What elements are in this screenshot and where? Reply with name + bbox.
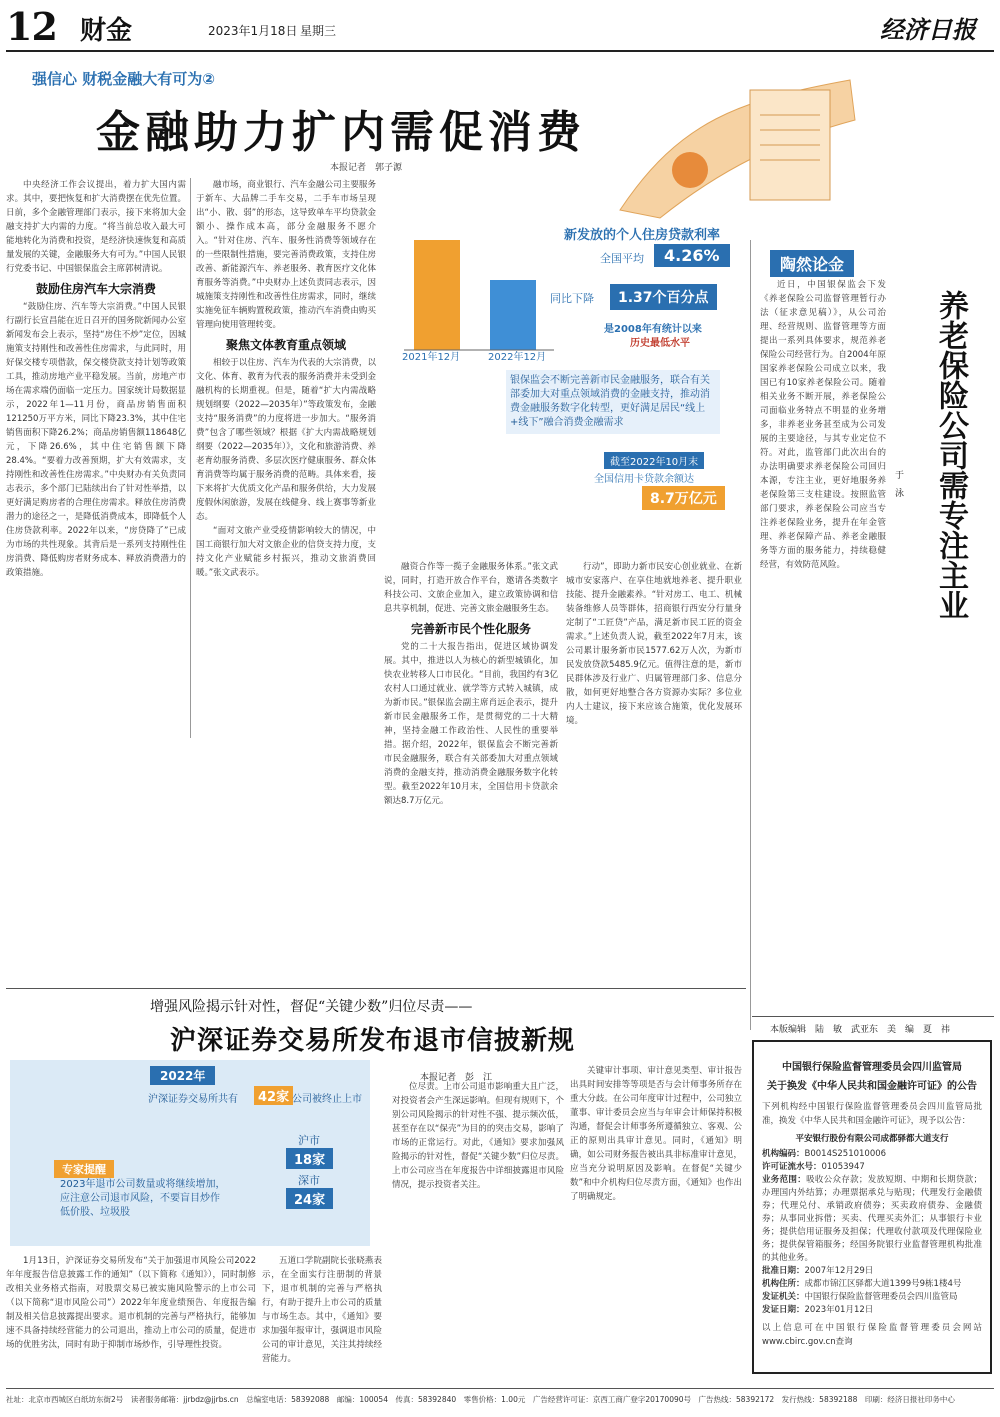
national-average-value: 4.26% [654,244,730,267]
article1-body-col2: 融市场，商业银行、汽车金融公司主要服务于新车、大品牌二手车交易，二手车市场呈现出“小、散、弱”的形态，这导致单车平均贷款金额小、操作成本高，部分金融服务不愿介入。“针对住房、汽车、服务性消费等领域存在的一些限制性措施，要完善消费政策，支持住房改善、新能源汽车、养老服务、教育医疗文化体育服务等消费。”中央财办上述负责同志表示，因城施策支持刚性和改善性住房需求，同时，继续实施免征车辆购置税政策，推动汽车消费由购买管理向使用管理转变。 [196,180,376,330]
article2-title: 沪深证券交易所发布退市信披新规 [170,1026,576,1056]
paper-footer: 社址：北京市西城区白纸坊东街2号 读者服务邮箱：jjrbdz@jjrbs.cn 总编室电话：58392088 邮编：100054 传真：58392840 零售价格：1.00元 广告经营许可证：京西工商广登字20170090号 广告热线：58392172 发行热线：58392188 印刷：经济日报社印务中心 [6,1395,955,1404]
graphic-line-prefix: 沪深证券交易所共有 [148,1094,238,1105]
section-name: 财金 [80,16,133,46]
mid-col-b [566,560,742,740]
article1-col1 [6,178,186,738]
divider [752,1016,994,1017]
decline-value: 1.37个百分点 [610,284,717,310]
loan-rate-infographic [384,180,740,510]
x-label-left: 2021年12月 [402,352,461,363]
article2-body-1: 1月13日，沪深证券交易所发布“关于加强退市风险公司2022年年度报告信息披露工作的通知”（以下简称《通知》），同时制修改相关业务格式指南，对股票交易已被实施风险警示的上市公司（以下简称“退市风险公司”）2022年年度业绩预告、年度报告编制及相关信息披露提出要求。退市机制的完善与严格执行，能够加速不具备持续经营能力的公司退出，推动上市公司的质量，促进市场的优胜劣汰，同时有助于抑制市场炒作，引导理性投资。 [6,1256,256,1350]
sh-value: 18家 [286,1148,333,1169]
notice-intro: 下列机构经中国银行保险监督管理委员会四川监管局批准，换发《中华人民共和国金融许可证》，现予以公告： [762,1102,982,1126]
issue-date: 2023年1月18日 [208,24,298,38]
paper-name-logo: 经济日报 [880,15,976,44]
delisting-graphic [10,1060,370,1246]
article1-byline: 本报记者 郭子源 [330,163,403,173]
article2-col1 [6,1254,256,1374]
note-line-2: 历史最低水平 [630,338,690,349]
article1-subhead-1: 鼓励住房汽车大宗消费 [35,282,156,296]
notice-title-1: 中国银行保险监督管理委员会四川监管局 [782,1062,962,1073]
bar-chart [394,220,564,360]
expert-tip-text: 2023年退市公司数量或将继续增加，应注意公司退市风险，不要盲目炒作低价股、垃圾股 [60,1179,226,1218]
mid-col-a-text2: 党的二十大报告指出，促进区域协调发展。其中，推进以人为核心的新型城镇化，加快农业转移人口市民化。“目前，我国约有3亿农村人口通过就业、就学等方式转入城镇，成为新市民。”银保监会副主席肖远企表示，提升新市民金融服务工作，是贯彻党的二十大精神，坚持金融工作政治性、人民性的重要举措。据介绍，2022年，银保监会不断完善新市民金融服务，联合有关部委加大对重点领域消费的金融支持，推动消费金融服务数字化转型。截至2022年10月末，全国信用卡贷款余额达8.7万亿元。 [384,642,558,806]
sz-label: 深市 [298,1174,320,1187]
notice-field-code: 机构编码：B0014S251010006 [762,1149,887,1159]
mid-col-b-text: 行动”，即助力新市民安心创业就业、在新城市安家落户、在享住地就地养老、提升职业技能、提升金融素养。“针对房工、电工、机械装备维修人员等群体，招商银行西安分行量身定制了“工匠贷”产品，满足新市民工匠的资金需求。”上述负责人说，截至2022年7月末，该公司累计服务新市民1577.62万人次，为新市民发放贷款5485.9亿元。值得注意的是，新市民群体涉及行业广、归属管理部门多、信息分散，如何更好地整合各方资源办实际？多位业内人士建议，接下来应该合施策，优化发展环境。 [566,562,742,726]
national-average-label: 全国平均 [600,252,644,265]
chart-title: 新发放的个人住房贷款利率 [564,228,721,243]
card-sub-label: 全国信用卡贷款余额达 [594,474,694,485]
graphic-count: 42家 [254,1086,293,1105]
mid-col-a [384,560,558,806]
article1-intro: 中央经济工作会议提出，着力扩大国内需求。其中，要把恢复和扩大消费摆在优先位置。日前，多个金融管理部门表示，接下来将加大金融支持扩大内需的力度。“将当前总收入最大可能地转化为消费和投资，是经济快速恢复和高质量发展的关键，金融服务大有可为。”中国人民银行党委书记、中国银保监会主席郭树清说。 [6,180,186,274]
notice-field-issue-date: 发证日期：2023年01月12日 [762,1305,874,1315]
article2-body-2: 五道口学院副院长张晓燕表示，在全面实行注册制的背景下，退市机制的完善与严格执行，有助于提升上市公司的质量与市场生态。其中，《通知》要求加强年报审计，强调退市风险公司的审计意见，关注其持续经营能力。 [262,1256,382,1364]
notice-field-issuer: 发证机关：中国银行保险监督管理委员会四川监管局 [762,1292,958,1302]
card-balance-value: 8.7万亿元 [642,486,725,510]
page-number: 12 [6,4,57,49]
commentary-badge: 陶然论金 [770,250,854,277]
regulator-callout: 银保监会不断完善新市民金融服务，联合有关部委加大对重点领域消费的金融支持，推动消费金融服务数字化转型，更好满足居民“线上+线下”融合消费金融需求 [506,370,720,434]
commentary-author: 于 泳 [893,470,903,497]
article1-col2 [196,178,376,738]
notice-title-2: 关于换发《中华人民共和国金融许可证》的公告 [767,1081,977,1092]
article2-body-3: 位尽责。上市公司退市影响重大且广泛，对投资者会产生深远影响。但现有规则下，个别公司风险揭示的针对性不强、提示频次低，甚至存在以“保壳”为目的的突击交易，影响了市场的正常运行。对此，《通知》要求加强风险揭示的针对性，督促“关键少数”归位尽责。上市公司应当在年度报告中详细披露退市风险情况，提示投资者关注。 [392,1082,564,1190]
page-editor-credit: 本版编辑 陆 敏 武亚东 美 编 夏 祎 [770,1025,951,1035]
notice-field-serial: 许可证流水号：01053947 [762,1162,865,1172]
divider [190,178,191,738]
article1-body-col1: “鼓励住房、汽车等大宗消费。”中国人民银行副行长宣昌能在近日召开的国务院新闻办公室新闻发布会上表示，坚持“房住不炒”定位，因城施策支持刚性和改善性住房需求，与此同时，用好保交楼专项借款，保交楼贷款支持计划等政策工具，推动房地产业平稳发展。当前，房地产市场在需求端仍面临一定压力。国家统计局数据显示，2022年1—11月份，商品房销售面积121250万平方米，同比下降23.3%，其中住宅销售面积下降26.2%；商品房销售额118648亿元，下降26.6%，其中住宅销售额下降28.4%。“要着力改善预期，扩大有效需求，支持刚性和改善性住房需求。”中央财办有关负责同志表示，多个部门已陆续出台了针对性举措，以更好满足购房者的合理住房需求。释放住房消费潜力的途径之一，是降低消费成本，即降低个人住房贷款利率。2022年以来，“房贷降了”已成为市场的共性现象。其背后是一系列支持刚性住房消费、降低购房者财务成本、释放消费潜力的政策措施。 [6,302,186,578]
article1-body-col2b: 相较于以住房、汽车为代表的大宗消费，以文化、体育、教育为代表的服务消费并未受到金融机构的长期重视。但是，随着“扩大内需战略规划纲要（2022—2035年）”等政策发布，金融支持“服务消费”的力度将进一步加大。“服务消费”包含了哪些领域？根据《扩大内需战略规划纲要（2022—2035年）》，文化和旅游消费、养老育幼服务消费、多层次医疗健康服务、群众体育消费等均属于服务消费的范畴。具体来看，接下来将扩大优质文化产品和服务供给，大力发展度假休闲旅游，发展在线健身、线上赛事等新业态。 [196,358,376,522]
masthead-rule [6,50,994,52]
article2-col2 [262,1254,382,1374]
bar-2022-12 [490,280,536,350]
article1-kicker: 强信心 财税金融大有可为② [32,70,215,88]
notice-org: 平安银行股份有限公司成都驿都大道支行 [795,1134,949,1144]
article2-subhead: 增强风险揭示针对性，督促“关键少数”归位尽责—— [150,999,473,1015]
sz-value: 24家 [286,1188,333,1209]
notice-footer: 以上信息可在中国银行保险监督管理委员会网站www.cbirc.gov.cn查询 [762,1323,982,1347]
card-date-label: 截至2022年10月末 [604,452,704,469]
expert-tip-badge: 专家提醒 [54,1160,114,1178]
commentary-body [760,278,886,938]
graphic-line-suffix: 公司被终止上市 [292,1094,362,1105]
graphic-year: 2022年 [150,1066,215,1085]
article2-body-4: 关键审计事项、审计意见类型、审计报告出具时间安排等等项是否与会计师事务所存在重大分歧。在公司年度审计过程中，公司独立董事、审计委员会应当与年审会计师保持积极沟通，督促会计师事务所遵循独立、客观、公正的原则出具审计意见。同时，《通知》明确，如公司财务报告被出具非标准审计意见，应当充分说明原因及影响。在督促“关键少数”和中介机构归位尽责方面，《通知》也作出了明确规定。 [570,1066,742,1202]
footer-rule [6,1388,994,1389]
notice-field-scope: 业务范围：吸收公众存款；发放短期、中期和长期贷款；办理国内外结算；办理票据承兑与贴现；代理发行金融债券；代理兑付、承销政府债券；买卖政府债券、金融债券；从事同业拆借；买卖、代理买卖外汇；从事银行卡业务；提供信用证服务及担保；代理收付款项及代理保险业务；提供保管箱服务；经国务院银行业监督管理机构批准的其他业务。 [762,1175,982,1263]
mid-col-a-text: 融资合作等一揽子金融服务体系。”张文武说，同时，打造开放合作平台，邀请各类数字科技公司、文旅企业加入，建立政策协调和信息共享机制，促进、完善文旅金融服务生态。 [384,562,558,614]
regulator-notice [752,1040,992,1374]
article2-byline: 本报记者 彭 江 [420,1073,493,1083]
article1-body-col2c: “面对文旅产业受疫情影响较大的情况，中国工商银行加大对文旅企业的信贷支持力度，支持文化产业赋能乡村振兴，推动文旅消费回暖。”张文武表示。 [196,526,376,578]
decline-label: 同比下降 [550,292,594,305]
issue-weekday: 星期三 [300,24,337,38]
x-label-right: 2022年12月 [488,352,547,363]
bar-2021-12 [414,240,460,350]
note-line-1: 是2008年有统计以来 [604,324,702,335]
article2-col4 [570,1064,742,1376]
divider [750,240,751,1030]
sh-label: 沪市 [298,1134,320,1147]
notice-fields [762,1148,982,1317]
article1-title: 金融助力扩内需促消费 [96,107,586,158]
article1-subhead-2: 聚焦文体教育重点领域 [225,338,346,352]
notice-field-address: 机构住所：成都市锦江区驿都大道1399号9栋1楼4号 [762,1279,962,1289]
article1-subhead-3: 完善新市民个性化服务 [410,622,531,636]
commentary-title: 养老保险公司需专注主业 [933,290,968,620]
commentary-text: 近日，中国银保监会下发《养老保险公司监督管理暂行办法（征求意见稿）》，从公司治理、经营规则、监督管理等方面提出一系列具体要求，规范养老保险公司经营行为。自2004年原国家养老保险公司成立以来，我国已有10家养老保险公司。随着相关业务不断开展，养老保险公司面临业务特点不明显的业务增多，非养老业务甚至成为公司发展的主要途径，与其专业定位不符。对此，监管部门此次出台的办法明确要求养老保险公司回归本源，专注主业，更好地服务养老保险第三支柱建设。按照监管部门要求，养老保险公司应当专注养老保险业务，提升在年金管理、养老保障产品、养老金融服务等方面的服务能力，持续稳健经营，有效防范风险。 [760,280,886,570]
divider [6,988,746,989]
notice-field-approval: 批准日期：2007年12月29日 [762,1266,874,1276]
article2-col3 [392,1080,564,1376]
